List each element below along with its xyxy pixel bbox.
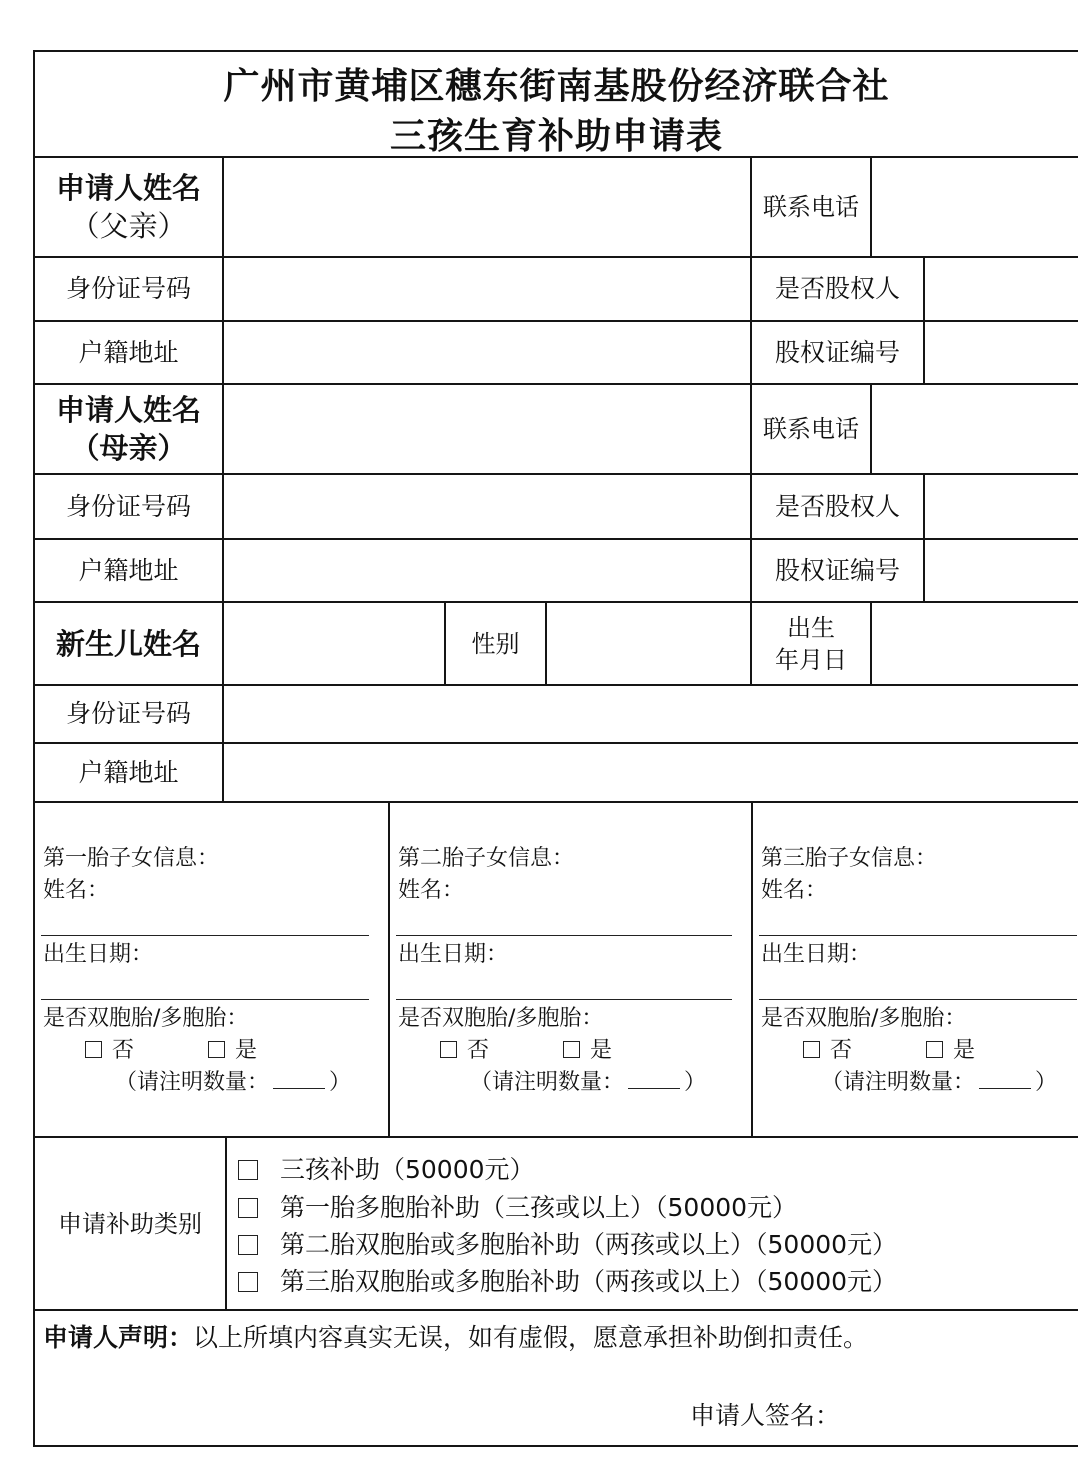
father-phone-label: 联系电话 (763, 193, 859, 221)
divider-subsidy (33, 1309, 1078, 1311)
subsidy-option-2-label: 第一胎多胞胎补助（三孩或以上）（50000元） (280, 1193, 798, 1222)
mother-share-cert-field[interactable] (925, 540, 1078, 601)
child1-birth-label: 出生日期： (43, 942, 154, 967)
mother-shareholder-field[interactable] (925, 475, 1078, 538)
subsidy-option-3-label: 第二胎双胞胎或多胞胎补助（两孩或以上）（50000元） (280, 1230, 898, 1259)
child1-heading: 第一胎子女信息： (43, 846, 220, 871)
child2-yes-label: 是 (590, 1038, 613, 1063)
subsidy-option-4-checkbox[interactable] (238, 1272, 258, 1292)
child3-name-label: 姓名： (761, 878, 828, 903)
child1-name-label: 姓名： (43, 878, 110, 903)
child2-heading: 第二胎子女信息： (398, 846, 575, 871)
father-id-label: 身份证号码 (65, 274, 191, 303)
subsidy-category-label: 申请补助类别 (58, 1209, 202, 1238)
subsidy-option-2-checkbox[interactable] (238, 1198, 258, 1218)
child3-yes-checkbox[interactable] (926, 1041, 943, 1058)
mother-name-label-line2: （母亲） (70, 431, 187, 465)
father-address-field[interactable] (224, 322, 750, 383)
subsidy-option-1-checkbox[interactable] (238, 1160, 258, 1180)
child3-multiple-label: 是否双胞胎/多胞胎： (761, 1006, 967, 1031)
newborn-address-field[interactable] (224, 744, 1078, 801)
child1-multiple-label: 是否双胞胎/多胞胎： (43, 1006, 249, 1031)
child1-name-line[interactable] (41, 935, 369, 936)
child3-quantity-field[interactable] (979, 1070, 1031, 1089)
child1-yes-checkbox[interactable] (208, 1041, 225, 1058)
mother-phone-label: 联系电话 (763, 415, 859, 443)
father-id-field[interactable] (224, 258, 750, 320)
child1-birth-line[interactable] (41, 999, 369, 1000)
border-top (33, 50, 1078, 52)
child3-quantity-prefix: （请注明数量： (821, 1070, 976, 1095)
subsidy-option-4-label: 第三胎双胞胎或多胞胎补助（两孩或以上）（50000元） (280, 1267, 898, 1296)
mother-id-field[interactable] (224, 475, 750, 538)
child2-birth-label: 出生日期： (398, 942, 509, 967)
father-share-cert-field[interactable] (925, 322, 1078, 383)
declaration-text: 以上所填内容真实无误，如有虚假，愿意承担补助倒扣责任。 (193, 1323, 869, 1352)
child1-quantity-field[interactable] (273, 1070, 325, 1089)
child3-no-checkbox[interactable] (803, 1041, 820, 1058)
application-form (33, 50, 1080, 1446)
child-info-second (390, 803, 751, 1136)
declaration-heading: 申请人声明： (43, 1323, 194, 1352)
form-title-line1: 广州市黄埔区穗东街南基股份经济联合社 (223, 65, 890, 107)
newborn-gender-field[interactable] (547, 603, 750, 684)
father-shareholder-label: 是否股权人 (774, 274, 900, 303)
child2-no-checkbox[interactable] (440, 1041, 457, 1058)
newborn-name-label: 新生儿姓名 (55, 626, 201, 661)
mother-phone-field[interactable] (872, 385, 1078, 473)
mother-name-label-line1: 申请人姓名 (55, 393, 201, 427)
mother-shareholder-label: 是否股权人 (774, 491, 900, 521)
child1-no-checkbox[interactable] (85, 1041, 102, 1058)
newborn-id-label: 身份证号码 (65, 699, 191, 728)
child2-no-label: 否 (467, 1038, 490, 1063)
newborn-birth-label (752, 603, 870, 684)
father-address-label: 户籍地址 (78, 337, 179, 367)
child3-birth-label: 出生日期： (761, 942, 872, 967)
child2-yes-checkbox[interactable] (563, 1041, 580, 1058)
child3-yes-label: 是 (953, 1038, 976, 1063)
mother-id-label: 身份证号码 (65, 491, 191, 521)
child3-name-line[interactable] (759, 935, 1077, 936)
father-name-label-line2: （父亲） (70, 209, 187, 243)
child1-quantity-prefix: （请注明数量： (115, 1070, 270, 1095)
child-info-third (753, 803, 1078, 1136)
form-title-line2: 三孩生育补助申请表 (389, 115, 723, 157)
subsidy-option-1-label: 三孩补助（50000元） (280, 1155, 535, 1184)
father-share-cert-label: 股权证编号 (774, 337, 900, 367)
child2-birth-line[interactable] (396, 999, 732, 1000)
mother-share-cert-label: 股权证编号 (774, 555, 900, 585)
newborn-gender-label: 性别 (471, 629, 520, 658)
subsidy-option-second-multiple[interactable] (238, 1228, 897, 1262)
child1-quantity-suffix: ） (329, 1070, 352, 1095)
child2-quantity-prefix: （请注明数量： (470, 1070, 625, 1095)
child-info-first (35, 803, 388, 1136)
child3-heading: 第三胎子女信息： (761, 846, 938, 871)
applicant-declaration (43, 1320, 868, 1356)
signature-field[interactable] (690, 1398, 840, 1434)
father-phone-field[interactable] (872, 158, 1078, 256)
child2-quantity-field[interactable] (628, 1070, 680, 1089)
child2-quantity-suffix: ） (684, 1070, 707, 1095)
subsidy-option-first-multiple[interactable] (238, 1191, 797, 1225)
newborn-name-field[interactable] (224, 603, 444, 684)
child2-name-label: 姓名： (398, 878, 465, 903)
border-bottom (33, 1445, 1078, 1447)
father-name-label-line1: 申请人姓名 (55, 171, 201, 205)
child1-no-label: 否 (112, 1038, 135, 1063)
subsidy-option-third-multiple[interactable] (238, 1265, 897, 1299)
father-name-label (35, 158, 222, 256)
mother-address-field[interactable] (224, 540, 750, 601)
mother-name-label (35, 385, 222, 473)
child2-name-line[interactable] (396, 935, 732, 936)
newborn-birth-label-line1: 出生 (787, 613, 835, 642)
father-name-field[interactable] (224, 158, 750, 256)
subsidy-option-third-child[interactable] (238, 1153, 535, 1187)
newborn-birth-field[interactable] (872, 603, 1078, 684)
child3-quantity-suffix: ） (1035, 1070, 1058, 1095)
mother-name-field[interactable] (224, 385, 750, 473)
newborn-birth-label-line2: 年月日 (775, 645, 847, 674)
subsidy-label-separator (225, 1136, 227, 1309)
child1-yes-label: 是 (235, 1038, 258, 1063)
child3-birth-line[interactable] (759, 999, 1077, 1000)
subsidy-option-3-checkbox[interactable] (238, 1235, 258, 1255)
father-shareholder-field[interactable] (925, 258, 1078, 320)
signature-label: 申请人签名： (690, 1401, 841, 1430)
newborn-id-field[interactable] (224, 686, 1078, 742)
newborn-address-label: 户籍地址 (78, 757, 179, 787)
child2-multiple-label: 是否双胞胎/多胞胎： (398, 1006, 604, 1031)
mother-address-label: 户籍地址 (78, 555, 179, 585)
child3-no-label: 否 (830, 1038, 853, 1063)
